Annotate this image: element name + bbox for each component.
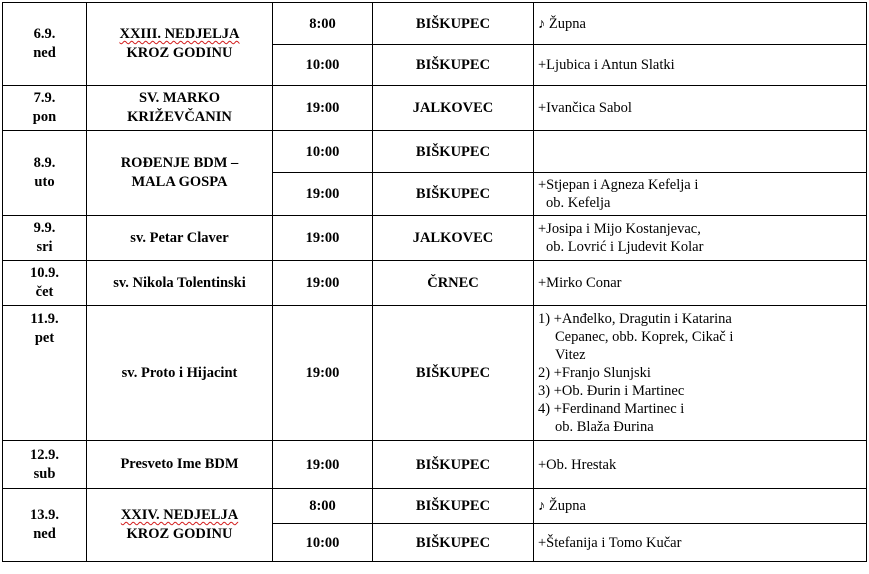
date: 6.9.: [33, 26, 56, 42]
intention-cell: [534, 489, 867, 524]
weekday: čet: [35, 284, 54, 300]
intention-line: Cepanec, obb. Koprek, Cikač i: [555, 329, 734, 345]
intention-line: 1) +Anđelko, Dragutin i Katarina: [538, 311, 732, 327]
date: 11.9.: [30, 311, 59, 327]
intention-line: 3) +Ob. Đurin i Martinec: [538, 383, 685, 399]
date-cell: [3, 86, 87, 131]
feast-line: MALA GOSPA: [131, 174, 228, 190]
feast-line: KROZ GODINU: [126, 526, 233, 542]
feast-line: sv. Nikola Tolentinski: [113, 274, 246, 291]
time-cell: 19:00: [273, 173, 373, 216]
intention-line: +Ob. Hrestak: [538, 456, 617, 473]
time-cell: 10:00: [273, 45, 373, 86]
intention-cell: [534, 441, 867, 489]
weekday: pon: [32, 109, 57, 125]
date-cell: [3, 489, 87, 562]
intention-cell: [534, 524, 867, 562]
table-row: [3, 489, 867, 524]
time-cell: 19:00: [273, 86, 373, 131]
place-cell: BIŠKUPEC: [373, 441, 534, 489]
table-row: [3, 261, 867, 306]
intention-line: +Josipa i Mijo Kostanjevac,: [538, 221, 701, 237]
feast-line: SV. MARKO: [138, 90, 221, 106]
time-cell: 8:00: [273, 3, 373, 45]
intention-line: ♪ Župna: [538, 15, 586, 32]
intention-cell: [534, 261, 867, 306]
intention-line: 4) +Ferdinand Martinec i: [538, 401, 685, 417]
intention-cell: [534, 173, 867, 216]
place-cell: JALKOVEC: [373, 86, 534, 131]
intention-line: +Mirko Conar: [538, 275, 622, 291]
feast-line: Presveto Ime BDM: [120, 456, 239, 472]
intention-cell: [534, 306, 867, 441]
feast-line: XXIV. NEDJELJA: [120, 507, 239, 523]
time-cell: 8:00: [273, 489, 373, 524]
weekday: ned: [33, 526, 56, 542]
table-row: [3, 131, 867, 173]
intention-line: +Ivančica Sabol: [538, 100, 632, 116]
place-cell: BIŠKUPEC: [373, 173, 534, 216]
date: 8.9.: [33, 155, 56, 171]
place-cell: BIŠKUPEC: [373, 489, 534, 524]
time-cell: 19:00: [273, 306, 373, 441]
place-cell: JALKOVEC: [373, 216, 534, 261]
feast-cell: [87, 86, 273, 131]
feast-cell: [87, 306, 273, 441]
feast-cell: [87, 489, 273, 562]
weekday: pet: [34, 330, 55, 346]
feast-cell: [87, 3, 273, 86]
place-cell: BIŠKUPEC: [373, 306, 534, 441]
intention-line: +Stjepan i Agneza Kefelja i: [538, 177, 699, 193]
date-cell: [3, 441, 87, 489]
table-row: [3, 216, 867, 261]
intention-line: +Ljubica i Antun Slatki: [538, 57, 675, 73]
table-row: [3, 3, 867, 45]
intention-line: ob. Kefelja: [546, 195, 611, 211]
table-row: [3, 306, 867, 441]
time-cell: 19:00: [273, 441, 373, 489]
feast-line: KRIŽEVČANIN: [127, 109, 232, 125]
mass-schedule-table: [2, 2, 867, 562]
place-cell: ČRNEC: [373, 261, 534, 306]
date: 9.9.: [33, 220, 56, 236]
date-cell: [3, 261, 87, 306]
date: 13.9.: [30, 507, 59, 523]
intention-cell: [534, 216, 867, 261]
feast-line: ROĐENJE BDM –: [120, 155, 239, 171]
feast-cell: [87, 261, 273, 306]
date-cell: [3, 131, 87, 216]
time-cell: 19:00: [273, 216, 373, 261]
table-row: [3, 86, 867, 131]
intention-line: ob. Blaža Đurina: [555, 419, 654, 435]
weekday: sri: [36, 239, 53, 255]
intention-line: 2) +Franjo Slunjski: [538, 365, 651, 381]
intention-cell: [534, 45, 867, 86]
intention-cell: [534, 86, 867, 131]
time-cell: 10:00: [273, 131, 373, 173]
date-cell: [3, 216, 87, 261]
weekday: sub: [33, 465, 56, 482]
table-row: [3, 441, 867, 489]
place-cell: BIŠKUPEC: [373, 131, 534, 173]
time-cell: 19:00: [273, 261, 373, 306]
feast-cell: [87, 131, 273, 216]
intention-line: ob. Lovrić i Ljudevit Kolar: [546, 239, 704, 255]
date: 12.9.: [30, 446, 59, 463]
intention-cell: [534, 3, 867, 45]
intention-line: +Štefanija i Tomo Kučar: [538, 534, 682, 551]
feast-line: XXIII. NEDJELJA: [119, 26, 240, 42]
date: 10.9.: [30, 265, 59, 281]
intention-cell: [534, 131, 867, 173]
time-cell: 10:00: [273, 524, 373, 562]
date-cell: [3, 306, 87, 441]
feast-cell: [87, 216, 273, 261]
date-cell: [3, 3, 87, 86]
place-cell: BIŠKUPEC: [373, 524, 534, 562]
intention-line: ♪ Župna: [538, 498, 586, 514]
feast-line: sv. Petar Claver: [130, 229, 229, 246]
feast-line: KROZ GODINU: [126, 45, 233, 61]
weekday: uto: [34, 174, 55, 190]
feast-cell: [87, 441, 273, 489]
date: 7.9.: [33, 90, 56, 106]
place-cell: BIŠKUPEC: [373, 3, 534, 45]
intention-line: Vitez: [555, 347, 586, 363]
weekday: ned: [33, 45, 56, 61]
feast-line: sv. Proto i Hijacint: [121, 364, 238, 381]
place-cell: BIŠKUPEC: [373, 45, 534, 86]
